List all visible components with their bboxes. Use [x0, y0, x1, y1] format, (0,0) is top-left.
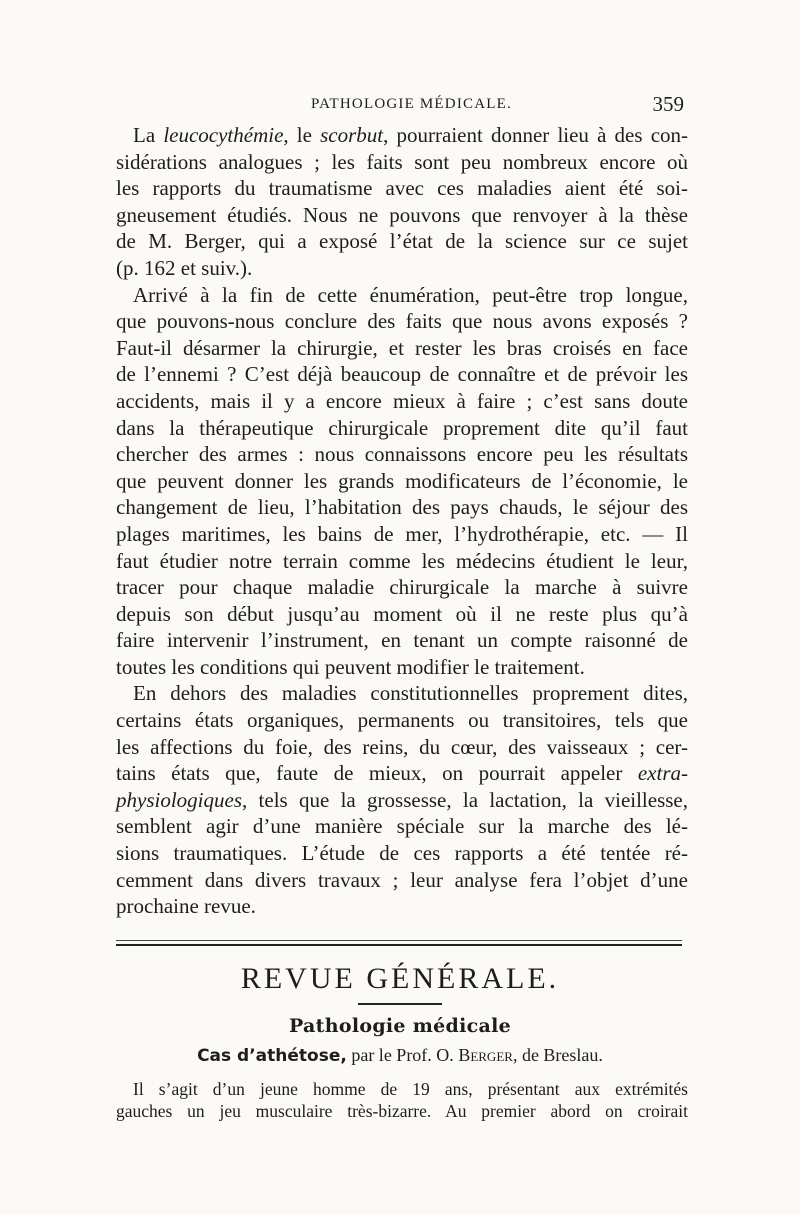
text-line: accidents, mais il y a encore mieux à faire ; c’est sans doute — [116, 388, 688, 413]
divider-thin — [116, 940, 682, 941]
running-head — [116, 92, 686, 120]
article-author: Berger — [458, 1045, 513, 1065]
divider-thick — [116, 944, 682, 946]
text-line: semblent agir d’une manière spéciale sur la marche des lé- — [116, 814, 688, 839]
article-heading — [0, 1045, 800, 1066]
text-line: Arrivé à la fin de cette énumération, peut-être trop longue, — [133, 282, 688, 307]
main-text — [116, 122, 688, 920]
text-line: que peuvent donner les grands modificateurs de l’économie, le — [116, 468, 688, 493]
text-line: sions traumatiques. L’étude de ces rapports a été tentée ré- — [116, 841, 688, 866]
text-line: gauches un jeu musculaire très-bizarre. Au premier abord on croirait — [116, 1101, 688, 1121]
text-line: faut étudier notre terrain comme les médecins étudient le leur, — [116, 548, 688, 573]
text-line: En dehors des maladies constitutionnelles proprement dites, — [133, 681, 688, 706]
article-byline: par le Prof. O. — [351, 1045, 454, 1065]
article-text — [116, 1078, 688, 1122]
article-place: , de Breslau. — [512, 1045, 603, 1065]
text-line: les affections du foie, des reins, du cœur, des vaisseaux ; cer- — [116, 734, 688, 759]
text-line: cemment dans divers travaux ; leur analyse fera l’objet d’une — [116, 867, 688, 892]
text-line: plages maritimes, les bains de mer, l’hydrothérapie, etc. — Il — [116, 521, 688, 546]
text-line: sidérations analogues ; les faits sont peu nombreux encore où — [116, 149, 688, 174]
text-line: tracer pour chaque maladie chirurgicale la marche à suivre — [116, 575, 688, 600]
section-title: REVUE GÉNÉRALE. — [240, 962, 560, 995]
text-line: dans la thérapeutique chirurgicale proprement dite qu’il faut — [116, 415, 688, 440]
text-line: Il s’agit d’un jeune homme de 19 ans, présentant aux extrémités — [133, 1079, 688, 1099]
text-line: depuis son début jusqu’au moment où il ne reste plus qu’à — [116, 601, 688, 626]
running-head-title: PATHOLOGIE MÉDICALE. — [311, 96, 512, 112]
text-line: gneusement étudiés. Nous ne pouvons que renvoyer à la thèse — [116, 202, 688, 227]
text-line: changement de lieu, l’habitation des pays chauds, le séjour des — [116, 495, 688, 520]
text-line: certains états organiques, permanents ou transitoires, tels que — [116, 708, 688, 733]
text-line: faire intervenir l’instrument, en tenant un compte raisonné de — [116, 628, 688, 653]
text-line: prochaine revue. — [116, 894, 256, 919]
subsection-title: Pathologie médicale — [288, 1015, 512, 1037]
text-line: tains états que, faute de mieux, on pourrait appeler extra- — [116, 761, 688, 786]
text-line: de l’ennemi ? C’est déjà beaucoup de connaître et de prévoir les — [116, 362, 688, 387]
text-line: Faut-il désarmer la chirurgie, et rester les bras croisés en face — [116, 335, 688, 360]
text-line: de M. Berger, qui a exposé l’état de la science sur ce sujet — [116, 229, 688, 254]
text-line: que pouvons-nous conclure des faits que nous avons exposés ? — [116, 309, 688, 334]
divider-short — [358, 1003, 442, 1005]
article-title: Cas d’athétose, — [197, 1046, 347, 1066]
text-line: La leucocythémie, le scorbut, pourraient donner lieu à des con- — [133, 123, 689, 147]
page-number: 359 — [652, 92, 684, 116]
text-line: physiologiques, tels que la grossesse, la lactation, la vieillesse, — [116, 787, 688, 812]
text-line: les rapports du traumatisme avec ces maladies aient été soi- — [116, 176, 688, 201]
text-line: chercher des armes : nous connaissons encore peu les résultats — [116, 442, 688, 467]
text-line: (p. 162 et suiv.). — [116, 255, 253, 280]
text-line: toutes les conditions qui peuvent modifier le traitement. — [116, 654, 585, 679]
